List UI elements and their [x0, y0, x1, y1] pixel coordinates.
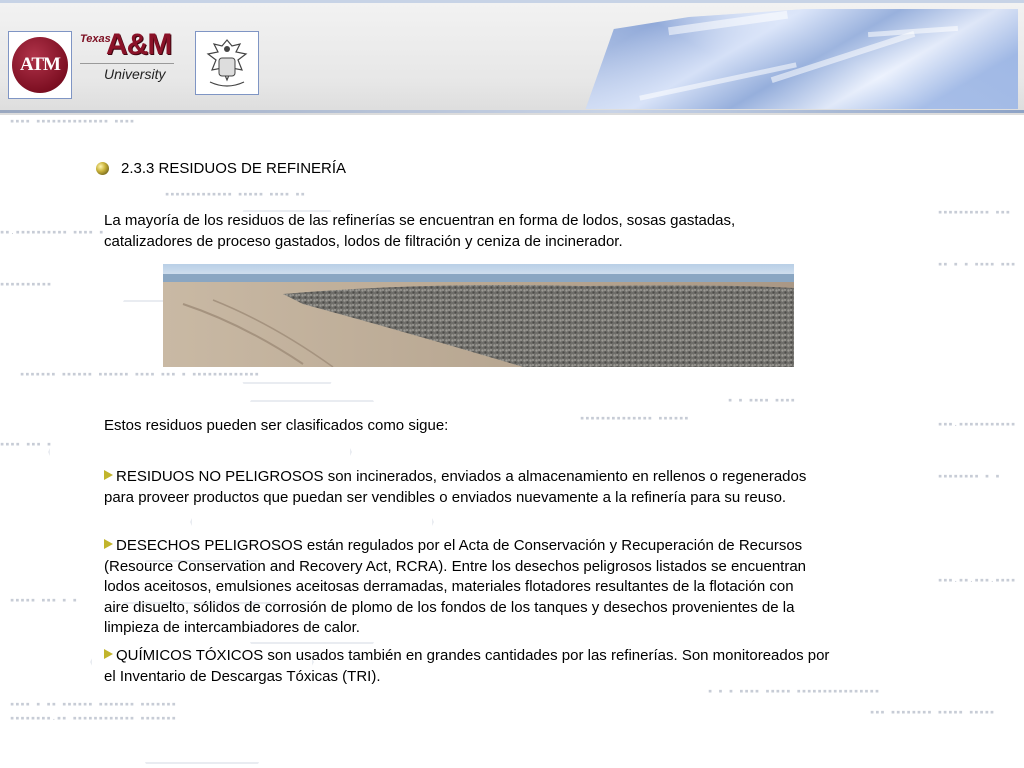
list-item: [104, 467, 934, 508]
noise-text: ▪▪▪▪ ▪ ▪▪ ▪▪▪▪▪▪ ▪▪▪▪▪▪▪ ▪▪▪▪▪▪▪: [10, 700, 177, 708]
brand-divider: [80, 63, 174, 64]
text-line: Estos residuos pueden ser clasificados como sigue:: [104, 417, 449, 434]
text-line: La mayoría de los residuos de las refinerías se encuentran en forma de lodos, sosas gastadas,: [104, 212, 736, 229]
text-line: el Inventario de Descargas Tóxicas (TRI).: [104, 667, 381, 685]
arrow-bullet-icon: [104, 539, 113, 549]
text-line: (Resource Conservation and Recovery Act, RCRA). Entre los desechos peligrosos listados se encuentran: [104, 557, 807, 575]
noise-text: ▪▪.▪▪▪▪▪▪▪▪▪▪ ▪▪▪▪ ▪: [0, 228, 105, 236]
noise-text: ▪▪▪▪▪▪▪▪▪▪▪▪▪▪ ▪▪▪▪▪▪: [580, 414, 690, 422]
text-line: limpieza de intercambiadores de calor.: [104, 619, 360, 636]
atm-logo-icon: [8, 31, 72, 99]
section-title-text: 2.3.3 RESIDUOS DE REFINERÍA: [121, 160, 347, 177]
noise-text: ▪▪▪.▪▪▪▪▪▪▪▪▪▪▪: [938, 420, 1017, 428]
noise-text: ▪▪▪ ▪▪▪▪▪▪▪▪ ▪▪▪▪▪ ▪▪▪▪▪: [870, 708, 996, 716]
noise-text: ▪▪▪▪▪ ▪▪▪ ▪ ▪: [10, 596, 78, 604]
gold-sphere-bullet-icon: [96, 162, 109, 175]
noise-text: ▪▪ ▪ ▪ ▪▪▪▪ ▪▪▪: [938, 260, 1017, 268]
header-divider: [0, 110, 1024, 113]
crystal-banner-image: [548, 9, 1018, 109]
text-line: QUÍMICOS TÓXICOS son usados también en grandes cantidades por las refinerías. Son monitoreados por: [116, 647, 830, 664]
noise-text: ▪▪▪▪ ▪▪▪ ▪: [0, 440, 53, 448]
noise-text: ▪▪▪▪▪▪▪▪.▪▪ ▪▪▪▪▪▪▪▪▪▪▪▪ ▪▪▪▪▪▪▪: [10, 714, 177, 722]
text-line: DESECHOS PELIGROSOS están regulados por el Acta de Conservación y Recuperación de Recursos: [116, 537, 803, 554]
noise-text: ▪▪▪▪▪▪▪ ▪▪▪▪▪▪ ▪▪▪▪▪▪ ▪▪▪▪ ▪▪▪ ▪ ▪▪▪▪▪▪▪▪▪▪▪▪▪: [20, 370, 260, 378]
text-line: catalizadores de proceso gastados, lodos de filtración y ceniza de incinerador.: [104, 232, 623, 250]
noise-text: ▪▪▪.▪▪.▪▪▪.▪▪▪▪: [938, 576, 1017, 584]
noise-text: ▪▪▪▪▪▪▪▪▪▪▪▪▪ ▪▪▪▪▪ ▪▪▪▪ ▪▪: [165, 190, 306, 198]
eagle-seal-icon: [195, 31, 259, 95]
classify-paragraph: [104, 416, 934, 437]
arrow-bullet-icon: [104, 649, 113, 659]
list-item: [104, 646, 934, 687]
noise-text: ▪ ▪ ▪▪▪▪ ▪▪▪▪: [728, 396, 796, 404]
section-title: [96, 160, 346, 177]
arrow-bullet-icon: [104, 470, 113, 480]
noise-text: ▪▪▪▪▪▪▪▪▪▪ ▪▪▪: [938, 208, 1012, 216]
brand-am: A&M: [106, 28, 172, 61]
text-line: lodos aceitosos, emulsiones aceitosas derramadas, materiales flotadores resultantes de la flotación con: [104, 578, 794, 595]
noise-text: ▪▪▪▪ ▪▪▪▪▪▪▪▪▪▪▪▪▪▪ ▪▪▪▪: [10, 117, 136, 125]
brand-texas: Texas: [80, 33, 111, 45]
text-line: aire disuelto, sólidos de corrosión de plomo de los fondos de los tanques y desechos provenientes de la: [104, 598, 795, 616]
list-item: [104, 536, 934, 639]
text-line: RESIDUOS NO PELIGROSOS son incinerados, enviados a almacenamiento en rellenos o regenerados: [116, 468, 807, 485]
noise-text: ▪ ▪ ▪ ▪▪▪▪ ▪▪▪▪▪ ▪▪▪▪▪▪▪▪▪▪▪▪▪▪▪▪: [708, 687, 881, 695]
noise-text: ▪▪▪▪▪▪▪▪▪▪: [0, 280, 53, 288]
intro-paragraph: [104, 211, 934, 252]
atm-monogram: ATM: [12, 37, 68, 93]
refinery-waste-photo: [163, 264, 794, 367]
brand-university: University: [104, 66, 166, 82]
text-line: para proveer productos que puedan ser vendibles o enviados nuevamente a la refinería para su reuso.: [104, 488, 787, 506]
noise-text: ▪▪▪▪▪▪▪▪ ▪ ▪: [938, 472, 1001, 480]
slide-header: [0, 0, 1024, 115]
